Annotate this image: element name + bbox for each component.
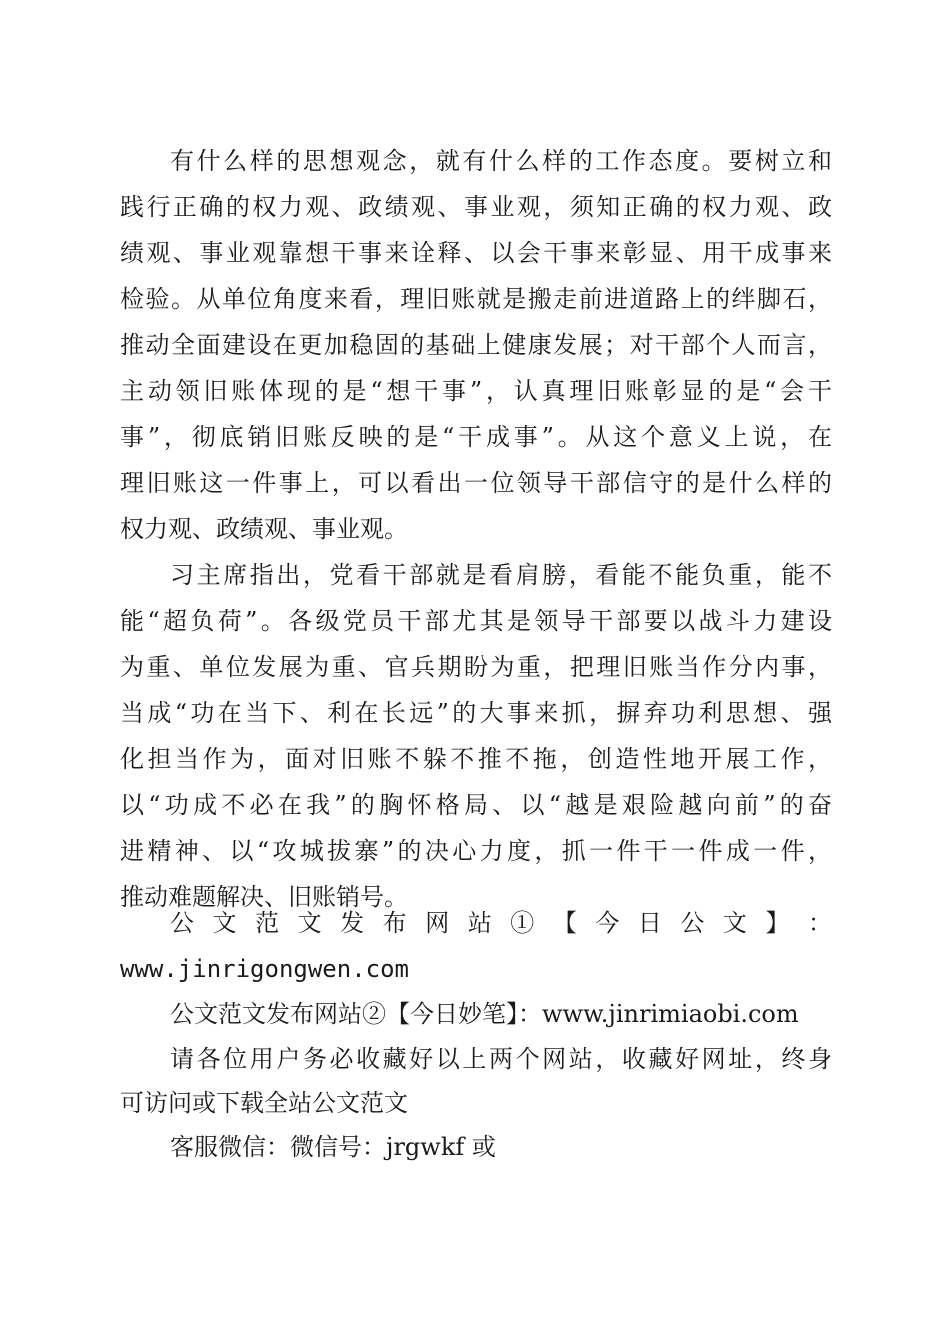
paragraph-2-line-6: 以“功成不必在我”的胸怀格局、以“越是艰险越向前”的奋 [120, 791, 832, 819]
notice-line-2: 可访问或下载全站公文范文 [120, 1089, 408, 1117]
site-2-line[interactable]: 公文范文发布网站②【今日妙笔】：www.jinrimiaobi.com [170, 1000, 799, 1028]
paragraph-2-line-2: 能“超负荷”。各级党员干部尤其是领导干部要以战斗力建设 [120, 607, 832, 635]
paragraph-2-line-4: 当成“功在当下、利在长远”的大事来抓，摒弃功利思想、强 [120, 699, 832, 727]
site-1-label: 公 文 范 文 发 布 网 站 ① 【 今 日 公 文 】 ： [170, 909, 832, 937]
paragraph-2-line-5: 化担当作为，面对旧账不躲不推不拖，创造性地开展工作， [120, 745, 832, 773]
paragraph-1-line-1: 有什么样的思想观念，就有什么样的工作态度。要树立和 [170, 147, 832, 175]
paragraph-1-line-6: 主动领旧账体现的是“想干事”，认真理旧账彰显的是“会干 [120, 377, 832, 405]
paragraph-1-line-2: 践行正确的权力观、政绩观、事业观，须知正确的权力观、政 [120, 193, 832, 221]
paragraph-1-line-9: 权力观、政绩观、事业观。 [120, 515, 408, 543]
paragraph-1-line-7: 事”，彻底销旧账反映的是“干成事”。从这个意义上说，在 [120, 423, 832, 451]
site-1-url[interactable]: www.jinrigongwen.com [120, 955, 409, 983]
paragraph-1-line-3: 绩观、事业观靠想干事来诠释、以会干事来彰显、用干成事来 [120, 239, 832, 267]
paragraph-2-line-1: 习主席指出，党看干部就是看肩膀，看能不能负重，能不 [170, 561, 832, 589]
paragraph-1-line-4: 检验。从单位角度来看，理旧账就是搬走前进道路上的绊脚石， [120, 285, 832, 313]
contact-line: 客服微信：微信号：jrgwkf 或 [170, 1133, 496, 1161]
paragraph-1-line-8: 理旧账这一件事上，可以看出一位领导干部信守的是什么样的 [120, 469, 832, 497]
paragraph-2-line-7: 进精神、以“攻城拔寨”的决心力度，抓一件干一件成一件， [120, 837, 832, 865]
paragraph-2-line-3: 为重、单位发展为重、官兵期盼为重，把理旧账当作分内事， [120, 653, 832, 681]
paragraph-1-line-5: 推动全面建设在更加稳固的基础上健康发展；对干部个人而言， [120, 331, 832, 359]
paragraph-2-line-8: 推动难题解决、旧账销号。 [120, 883, 408, 911]
notice-line-1: 请各位用户务必收藏好以上两个网站，收藏好网址，终身 [170, 1045, 832, 1073]
